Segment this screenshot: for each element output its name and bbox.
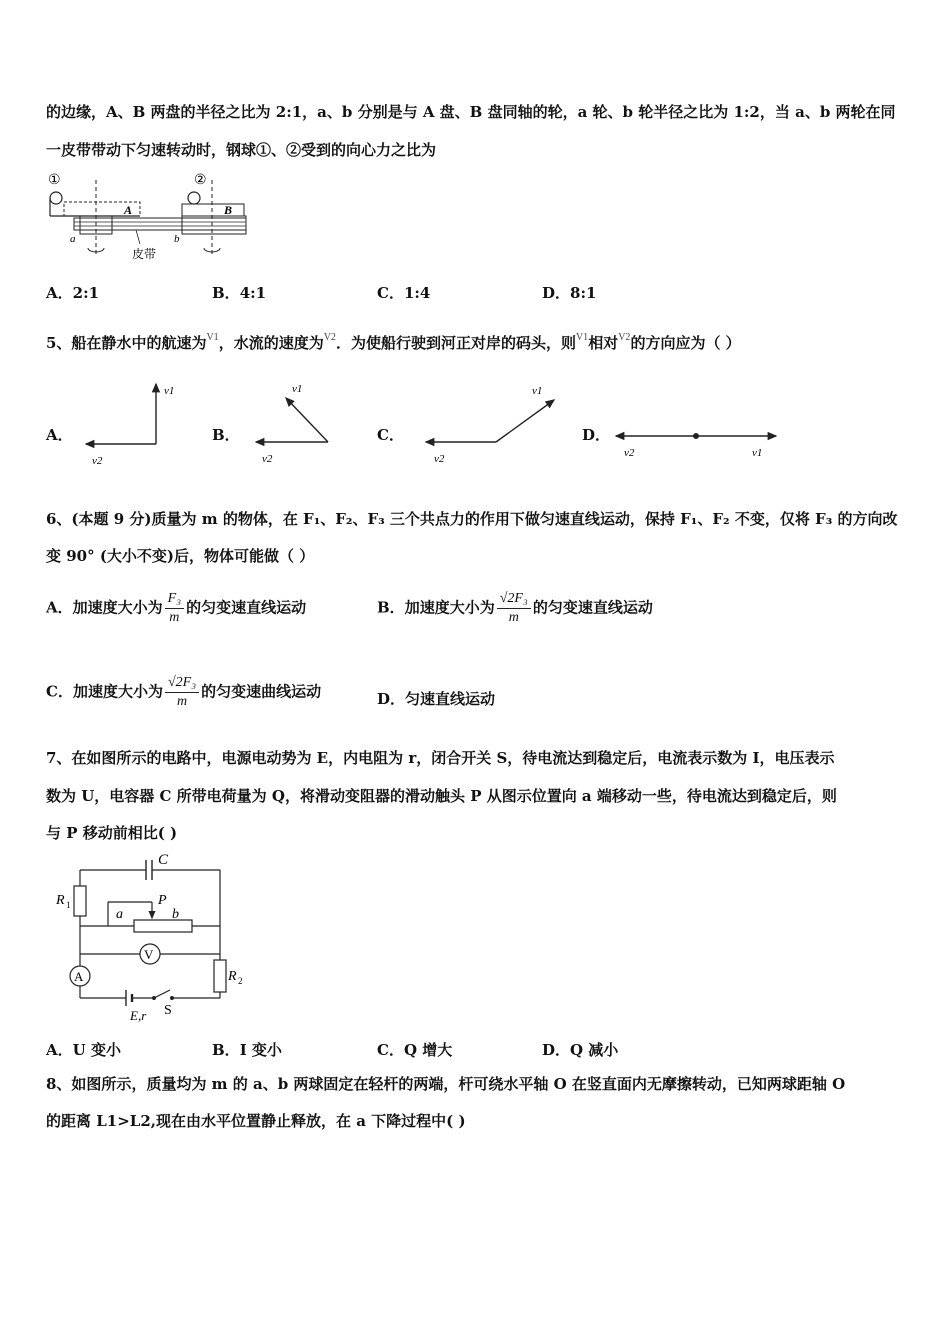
q5-option-b[interactable]: B． — [212, 426, 240, 444]
svg-text:v2: v2 — [92, 455, 103, 467]
fraction-a: $\frac{\text{F₃}}{m}$ — [165, 590, 184, 627]
q4-option-d[interactable]: D．8:1 — [542, 284, 597, 302]
v2-symbol: V2 — [323, 332, 336, 343]
v1-symbol: V1 — [206, 332, 219, 343]
svg-text:v2: v2 — [262, 453, 273, 465]
rheostat — [134, 920, 192, 932]
svg-text:R: R — [56, 893, 65, 908]
q7-option-d[interactable]: D．Q 减小 — [542, 1041, 619, 1059]
q6-option-b[interactable]: B．加速度大小为 $\frac{\text{√2F₃}}{m}$ 的匀变速直线运动 — [377, 591, 653, 625]
q5-diagram-d — [610, 420, 786, 470]
svg-text:V: V — [144, 947, 154, 962]
svg-text:v1: v1 — [752, 447, 763, 459]
switch-s — [154, 990, 170, 998]
q7-text-line1: 7、在如图所示的电路中，电源电动势为 E，内电阻为 r，闭合开关 S，待电流达到稳定后，电流表示数为 I，电压表示 — [46, 749, 835, 767]
q6-option-a[interactable]: A．加速度大小为 $\frac{\text{F₃}}{m}$ 的匀变速直线运动 — [46, 591, 307, 625]
q7-text-line2: 数为 U，电容器 C 所带电荷量为 Q，将滑动变阻器的滑动触头 P 从图示位置向 a 端移动一些，待电流达到稳定后，则 — [46, 787, 837, 805]
q4-option-a[interactable]: A．2:1 — [46, 284, 100, 302]
q5-diagram-a — [78, 376, 188, 472]
svg-text:v1: v1 — [164, 385, 175, 397]
rheostat-b-label: b — [172, 907, 179, 922]
ball1-label: ① — [48, 173, 61, 188]
q5-option-c[interactable]: C． — [377, 426, 404, 444]
q6-text-line1: 6、(本题 9 分)质量为 m 的物体，在 F₁、F₂、F₃ 三个共点力的作用下做匀速直线运动，保持 F₁、F₂ 不变，仅将 F₃ 的方向改 — [46, 510, 898, 528]
q6-text-line2: 变 90° (大小不变)后，物体可能做（ ） — [46, 547, 315, 565]
belt — [74, 218, 246, 230]
svg-text:A: A — [74, 969, 84, 984]
svg-text:v1: v1 — [532, 385, 543, 397]
slider-p-label: P — [158, 893, 167, 908]
q5-option-a[interactable]: A． — [46, 426, 73, 444]
q5-option-d[interactable]: D． — [582, 426, 611, 444]
q7-option-c[interactable]: C．Q 增大 — [377, 1041, 453, 1059]
svg-text:1: 1 — [66, 900, 71, 910]
q5-text: 5、船在静水中的航速为$^{V1}$，水流的速度为$^{V2}$．为使船行驶到河正对岸的码头，则$^{V1}$相对$^{V2}$的方向应为（ ） — [46, 332, 741, 352]
svg-text:R: R — [228, 969, 237, 984]
q8-text-line2: 的距离 L1>L2,现在由水平位置静止释放，在 a 下降过程中( ) — [46, 1112, 466, 1130]
svg-text:v2: v2 — [624, 447, 635, 459]
q4-text-line1: 的边缘，A、B 两盘的半径之比为 2:1，a、b 分别是与 A 盘、B 盘同轴的轮，a 轮、b 轮半径之比为 1:2，当 a、b 两轮在同 — [46, 103, 896, 121]
ball2 — [188, 192, 200, 204]
q5-diagram-c — [418, 376, 568, 472]
q7-option-a[interactable]: A．U 变小 — [46, 1041, 121, 1059]
ball1 — [50, 192, 62, 204]
resistor-r1 — [74, 886, 86, 916]
svg-text:S: S — [164, 1003, 172, 1018]
svg-text:v1: v1 — [292, 383, 303, 395]
svg-text:2: 2 — [238, 976, 243, 986]
disk-b-label: B — [224, 203, 233, 217]
q4-option-c[interactable]: C．1:4 — [377, 284, 431, 302]
q7-circuit — [52, 848, 262, 1024]
resistor-r2 — [214, 960, 226, 992]
q4-option-b[interactable]: B．4:1 — [212, 284, 267, 302]
belt-label: 皮带 — [132, 247, 157, 261]
rheostat-a-label: a — [116, 907, 123, 922]
svg-text:v2: v2 — [434, 453, 445, 465]
ball2-label: ② — [194, 173, 207, 188]
q7-text-line3: 与 P 移动前相比( ) — [46, 824, 178, 842]
q4-text-line2: 一皮带带动下匀速转动时，钢球①、②受到的向心力之比为 — [46, 141, 437, 159]
wheel-a-label: a — [70, 233, 76, 245]
disk-b — [182, 204, 244, 216]
q6-option-c[interactable]: C．加速度大小为 $\frac{\text{√2F₃}}{m}$ 的匀变速曲线运动 — [46, 675, 322, 709]
disk-a-label: A — [124, 203, 133, 217]
svg-text:E,r: E,r — [130, 1008, 147, 1023]
q5-diagram-b — [248, 376, 348, 472]
q7-option-b[interactable]: B．I 变小 — [212, 1041, 282, 1059]
capacitor-label: C — [158, 852, 169, 868]
q8-text-line1: 8、如图所示，质量均为 m 的 a、b 两球固定在轻杆的两端，杆可绕水平轴 O 在竖直面内无摩擦转动，已知两球距轴 O — [46, 1075, 846, 1093]
q4-figure — [44, 168, 254, 264]
fraction-c: $\frac{\text{√2F₃}}{m}$ — [165, 674, 199, 711]
fraction-b: $\frac{\text{√2F₃}}{m}$ — [497, 590, 531, 627]
q6-option-d[interactable]: D．匀速直线运动 — [377, 690, 496, 708]
wheel-b-label: b — [174, 233, 180, 245]
